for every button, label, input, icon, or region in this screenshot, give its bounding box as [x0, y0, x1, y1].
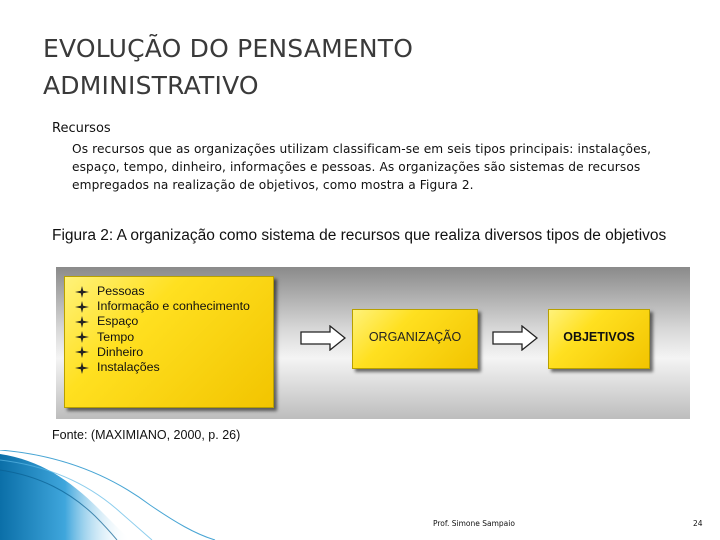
resources-box [64, 276, 274, 408]
resource-item [75, 299, 273, 314]
organization-label: ORGANIZAÇÃO [368, 330, 462, 344]
wave-decoration [0, 450, 720, 540]
resource-item [75, 330, 273, 345]
figure-source: Fonte: (MAXIMIANO, 2000, p. 26) [52, 428, 241, 442]
resource-item [75, 284, 273, 299]
objectives-label: OBJETIVOS [563, 330, 635, 344]
resource-label: Tempo [97, 329, 135, 344]
arrow-right-icon [300, 325, 346, 351]
four-point-star-icon [75, 301, 89, 313]
organization-box [352, 309, 478, 369]
four-point-star-icon [75, 286, 89, 298]
page-number: 24 [693, 519, 703, 528]
section-heading: Recursos [52, 121, 111, 136]
four-point-star-icon [75, 331, 89, 343]
objectives-box [548, 309, 650, 369]
figure-diagram [56, 267, 690, 419]
footer-author: Prof. Simone Sampaio [433, 519, 515, 528]
arrow-right-icon [492, 325, 538, 351]
four-point-star-icon [75, 316, 89, 328]
resource-label: Instalações [97, 360, 160, 375]
resources-list [65, 277, 273, 375]
slide-title [43, 30, 683, 104]
resource-label: Pessoas [97, 284, 145, 298]
resource-item [75, 345, 273, 360]
slide-title-line-2: ADMINISTRATIVO [43, 71, 259, 100]
four-point-star-icon [75, 362, 89, 374]
resource-label: Informação e conhecimento [97, 299, 250, 314]
four-point-star-icon [75, 346, 89, 358]
figure-caption: Figura 2: A organização como sistema de recursos que realiza diversos tipos de objetivos [52, 227, 667, 244]
body-paragraph: Os recursos que as organizações utilizam classificam-se em seis tipos principais: instalações, espaço, tempo, dinheiro, informações e pessoas. As organizações são sistemas de recursos empregados na realização de objetivos, como mostra a Figura 2. [72, 142, 652, 192]
resource-label: Espaço [97, 314, 139, 329]
resource-item [75, 360, 273, 375]
resource-label: Dinheiro [97, 344, 144, 359]
resource-item [75, 314, 273, 329]
slide-title-line-1: EVOLUÇÃO DO PENSAMENTO [43, 34, 414, 63]
